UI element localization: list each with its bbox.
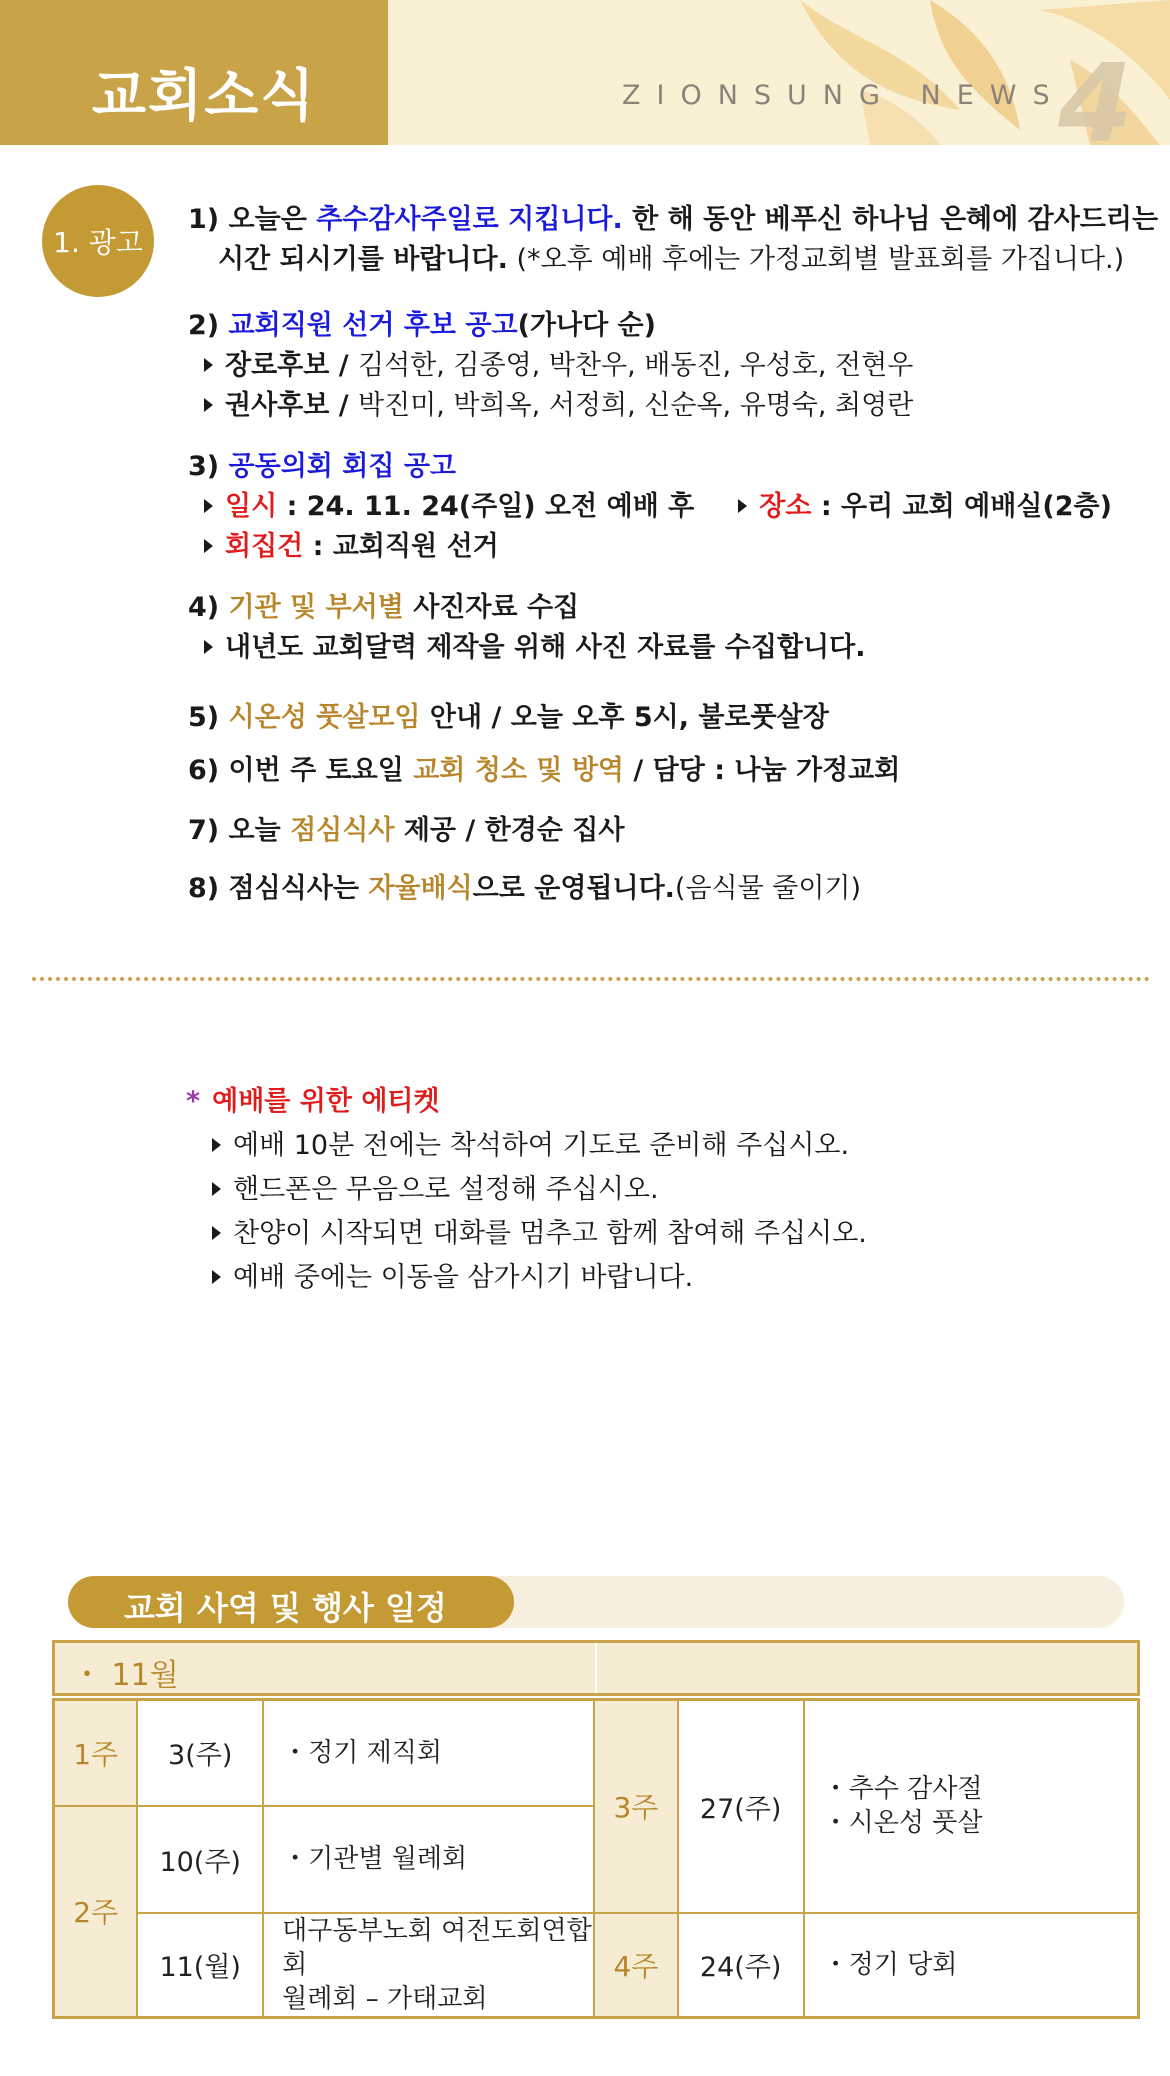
date-cell: 10(주) xyxy=(137,1806,263,1913)
list-item: 예배 10분 전에는 착석하여 기도로 준비해 주십시오. xyxy=(186,1124,867,1168)
notice-3: 3) 공동의회 회집 공고 일시 : 24. 11. 24(주일) 오전 예배 후 장소 : 우리 교회 예배실(2층) 회집건 : 교회직원 선거 xyxy=(188,451,1112,562)
week-cell: 2주 xyxy=(54,1806,138,2018)
table-row xyxy=(54,1913,1139,2018)
etiquette-section xyxy=(186,1080,867,1300)
bullet-triangle-icon xyxy=(212,1182,221,1196)
dotted-divider xyxy=(32,977,1150,981)
event-cell: ・추수 감사절 ・시온성 풋살 xyxy=(804,1700,1139,1913)
date-cell: 11(월) xyxy=(137,1913,263,2018)
table-row xyxy=(54,1700,1139,1806)
schedule-table xyxy=(52,1698,1140,2019)
week-cell: 1주 xyxy=(54,1700,138,1806)
event-cell: 대구동부노회 여전도회연합회 월례회 – 가태교회 xyxy=(263,1913,594,2018)
date-cell: 24(주) xyxy=(678,1913,804,2018)
event-cell: ・정기 당회 xyxy=(804,1913,1139,2018)
page-title: 교회소식 xyxy=(92,64,317,129)
week-cell: 4주 xyxy=(594,1913,678,2018)
news-label: ZIONSUNG NEWS xyxy=(622,80,1066,111)
bullet-triangle-icon xyxy=(204,398,213,412)
schedule-title: 교회 사역 및 행사 일정 xyxy=(124,1589,447,1627)
bullet-triangle-icon xyxy=(212,1138,221,1152)
month-label: ・ 11월 xyxy=(72,1658,179,1693)
list-item: 예배 중에는 이동을 삼가시기 바랍니다. xyxy=(186,1256,867,1300)
date-cell: 3(주) xyxy=(137,1700,263,1806)
ad-badge: 1. 광고 xyxy=(42,185,154,297)
bullet-triangle-icon xyxy=(204,358,213,372)
notice-4: 4) 기관 및 부서별 사진자료 수집 내년도 교회달력 제작을 위해 사진 자료를 수집합니다. xyxy=(188,592,866,663)
notice-2: 2) 교회직원 선거 후보 공고(가나다 순) 장로후보 / 김석한, 김종영, 박찬우, 배동진, 우성호, 전현우 권사후보 / 박진미, 박희옥, 서정희, 신순옥, 유명숙, 최영란 xyxy=(188,310,914,421)
bullet-triangle-icon xyxy=(212,1270,221,1284)
bullet-triangle-icon xyxy=(204,539,213,553)
star-icon: * xyxy=(186,1086,201,1117)
event-cell: ・정기 제직회 xyxy=(263,1700,594,1806)
bullet-triangle-icon xyxy=(738,499,747,513)
bullet-triangle-icon xyxy=(204,499,213,513)
date-cell: 27(주) xyxy=(678,1700,804,1913)
notice-8: 8) 점심식사는 자율배식으로 운영됩니다.(음식물 줄이기) xyxy=(188,873,862,904)
event-cell: ・기관별 월례회 xyxy=(263,1806,594,1913)
notice-6: 6) 이번 주 토요일 교회 청소 및 방역 / 담당 : 나눔 가정교회 xyxy=(188,755,901,786)
bullet-triangle-icon xyxy=(212,1226,221,1240)
page-number: 4 xyxy=(1058,42,1134,145)
notice-7: 7) 오늘 점심식사 제공 / 한경순 집사 xyxy=(188,815,625,846)
week-cell: 3주 xyxy=(594,1700,678,1913)
header-banner xyxy=(0,0,1170,145)
etiquette-title: 예배를 위한 에티켓 xyxy=(212,1086,440,1117)
list-item: 핸드폰은 무음으로 설정해 주십시오. xyxy=(186,1168,867,1212)
bullet-triangle-icon xyxy=(204,640,213,654)
notice-5: 5) 시온성 풋살모임 안내 / 오늘 오후 5시, 불로풋살장 xyxy=(188,702,829,733)
list-item: 찬양이 시작되면 대화를 멈추고 함께 참여해 주십시오. xyxy=(186,1212,867,1256)
month-row xyxy=(52,1640,1140,1696)
notice-1: 1) 오늘은 추수감사주일로 지킵니다. 한 해 동안 베푸신 하나님 은혜에 감사드리는 시간 되시기를 바랍니다. (*오후 예배 후에는 가정교회별 발표회를 가집니다.) xyxy=(188,204,1159,275)
